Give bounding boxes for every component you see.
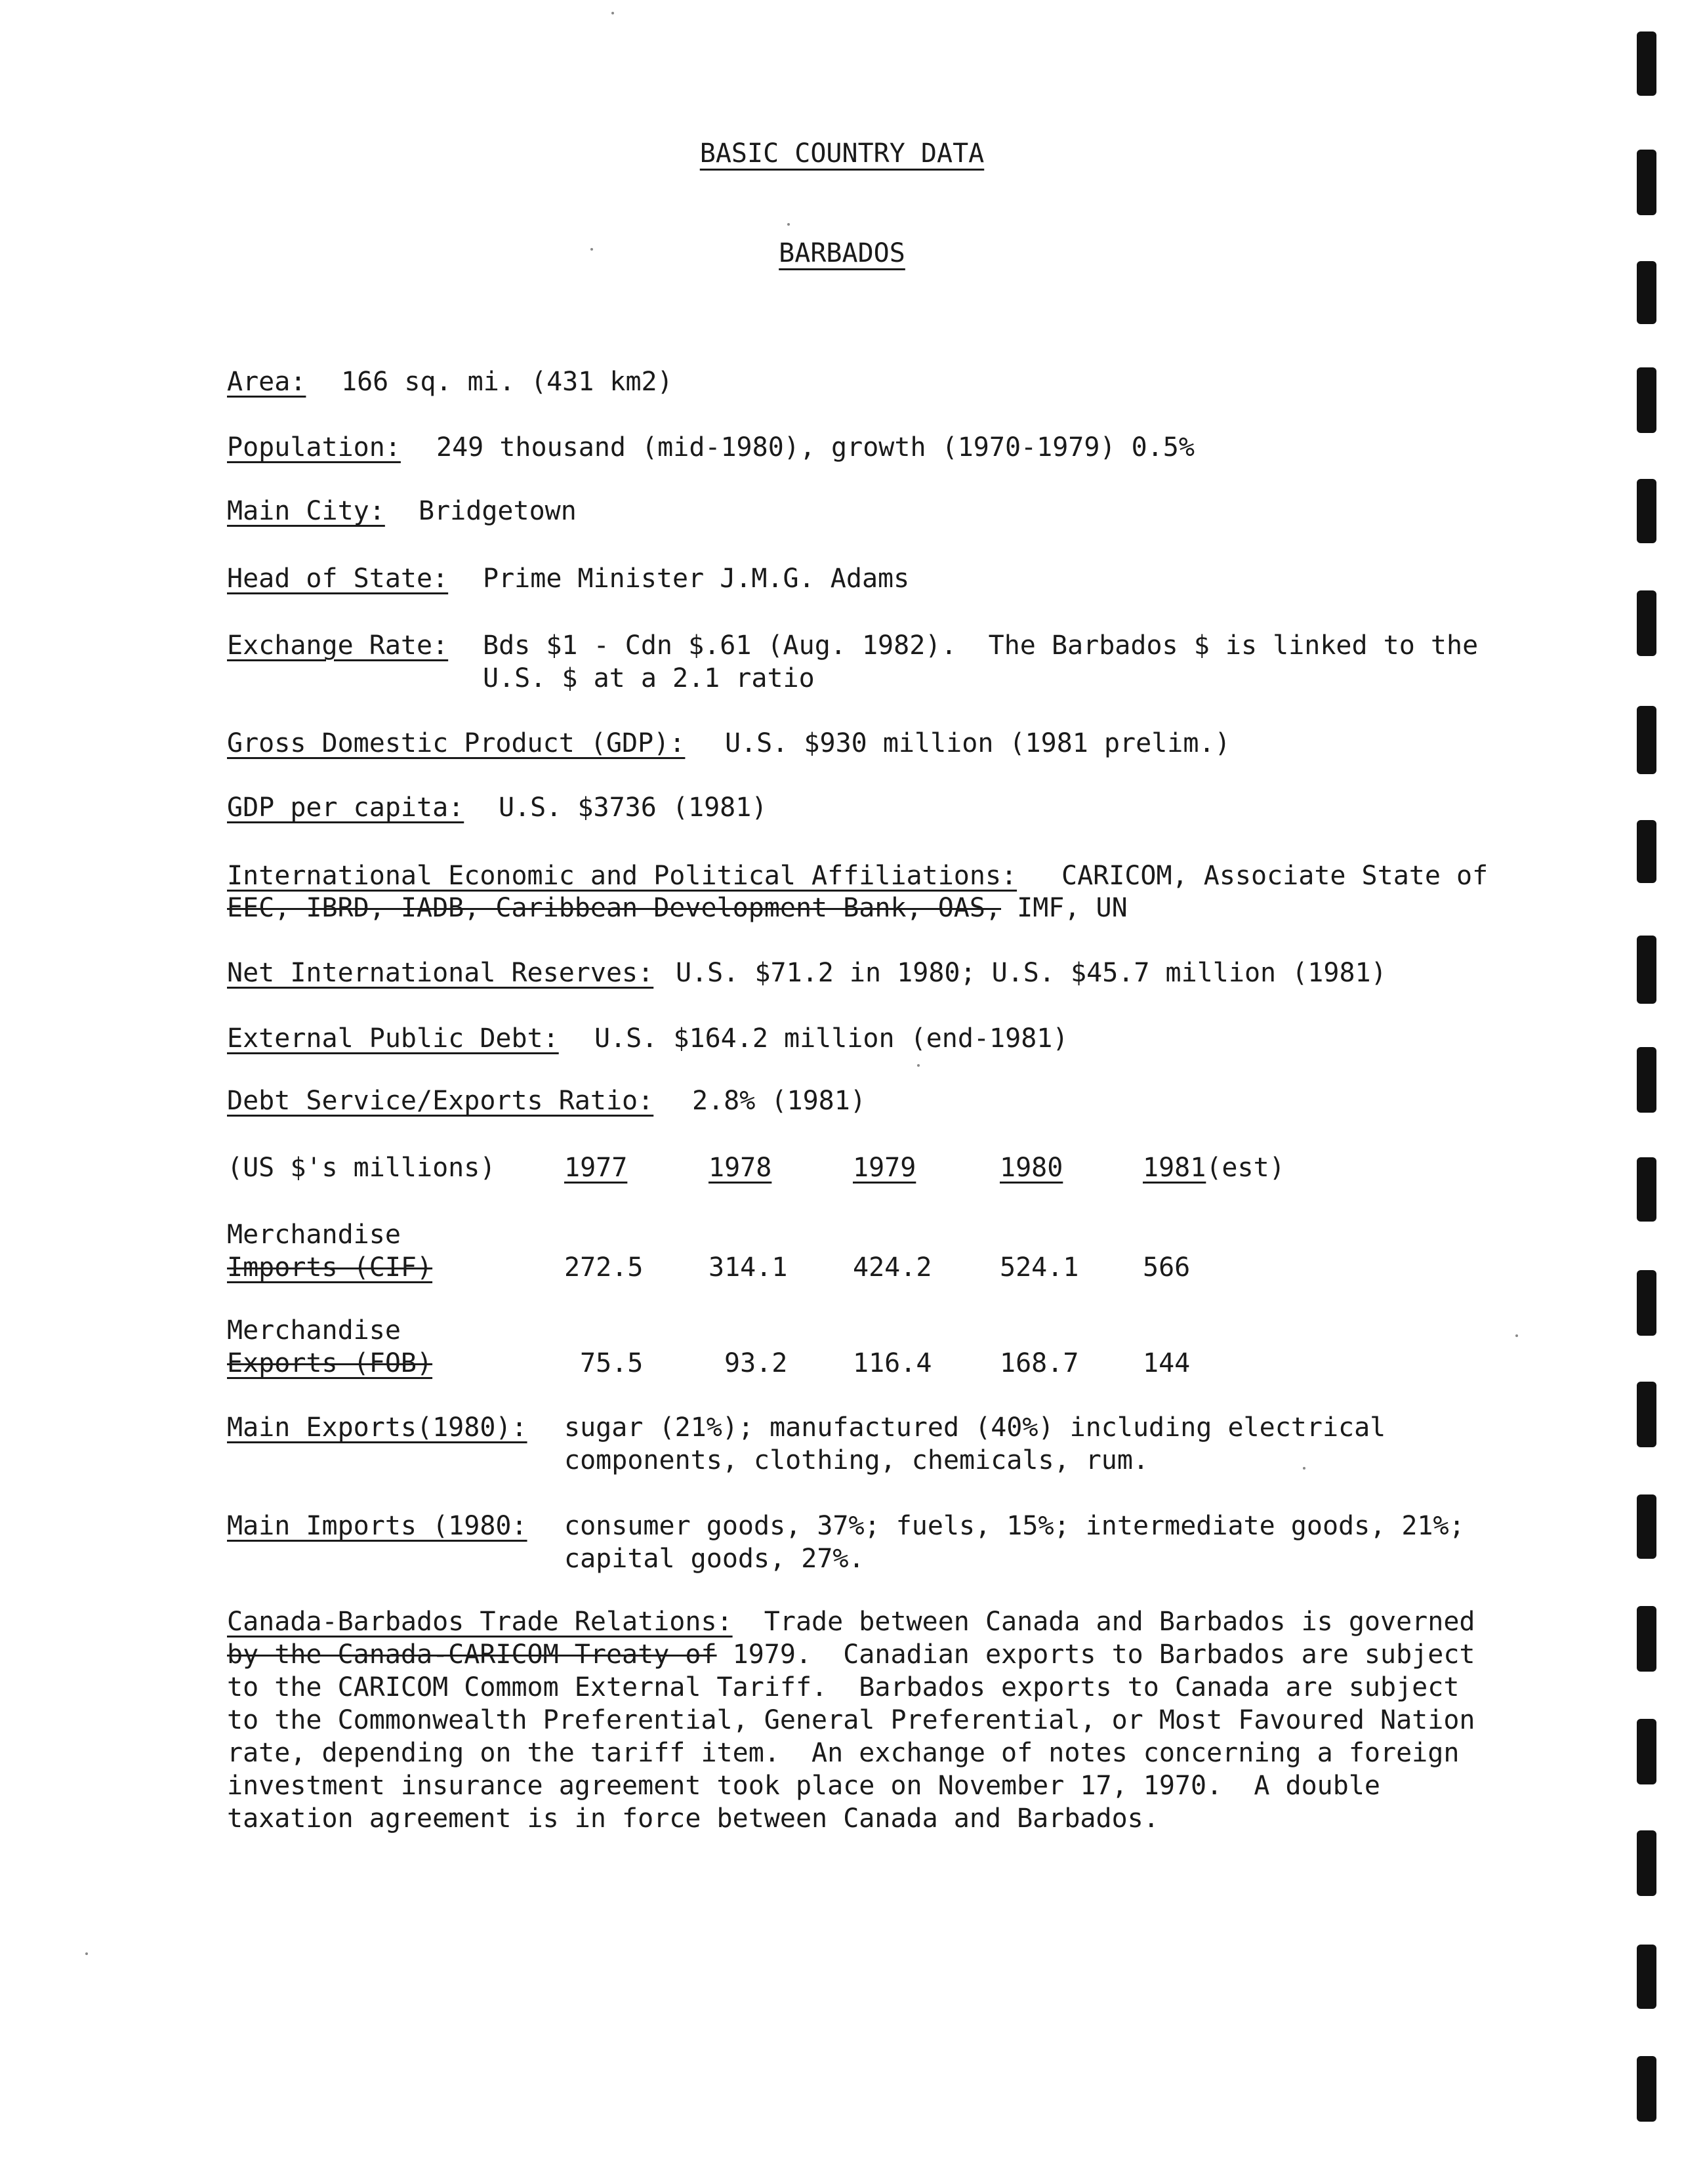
country-name: BARBADOS	[779, 238, 905, 268]
trade-relations-line1-text	[733, 1607, 764, 1637]
affiliations-rest-text: IMF, UN	[1001, 893, 1128, 923]
imports-1977: 272.5	[564, 1252, 644, 1283]
gdp-value: U.S. $930 million (1981 prelim.)	[725, 728, 1231, 758]
binder-mark	[1637, 1606, 1656, 1672]
main-imports-line2: capital goods, 27%.	[564, 1544, 865, 1574]
main-city-value: Bridgetown	[419, 496, 577, 526]
main-city-label: Main City:	[227, 496, 385, 526]
binder-mark	[1637, 1719, 1656, 1784]
binder-mark	[1637, 1157, 1656, 1222]
binder-mark	[1637, 479, 1656, 543]
affiliations-label: International Economic and Political Affiliations:	[227, 861, 1017, 891]
imports-1978: 314.1	[709, 1252, 788, 1283]
exports-1979: 116.4	[853, 1348, 932, 1378]
imports-1979: 424.2	[853, 1252, 932, 1283]
trade-relations-line5: rate, depending on the tariff item. An exchange of notes concerning a foreign	[227, 1738, 1460, 1768]
binder-mark	[1637, 1494, 1656, 1559]
scan-speck	[787, 223, 790, 226]
binder-mark	[1637, 31, 1656, 96]
table-unit-label: (US $'s millions)	[227, 1153, 496, 1183]
affiliations-line2	[227, 891, 1128, 925]
population-value: 249 thousand (mid-1980), growth (1970-1979) 0.5%	[436, 432, 1195, 463]
trade-relations-line6: investment insurance agreement took place on November 17, 1970. A double	[227, 1771, 1380, 1801]
reserves-label: Net International Reserves:	[227, 958, 654, 988]
imports-1980: 524.1	[1000, 1252, 1079, 1283]
head-of-state-label: Head of State:	[227, 564, 449, 594]
external-debt-value: U.S. $164.2 million (end-1981)	[594, 1023, 1069, 1054]
table-year-1977: 1977	[564, 1153, 628, 1183]
binder-mark	[1637, 150, 1656, 215]
binder-mark	[1637, 936, 1656, 1004]
exports-1981: 144	[1143, 1348, 1191, 1378]
main-imports-label: Main Imports (1980:	[227, 1511, 527, 1541]
scan-speck	[917, 1064, 920, 1067]
scan-speck	[611, 12, 614, 14]
debt-ratio-value: 2.8% (1981)	[692, 1086, 866, 1116]
binder-mark	[1637, 1270, 1656, 1336]
scan-speck	[590, 248, 593, 251]
main-exports-line1: sugar (21%); manufactured (40%) including electrical	[564, 1412, 1386, 1443]
scan-speck	[1515, 1334, 1518, 1337]
imports-row-label-line1: Merchandise	[227, 1220, 401, 1250]
exports-1978: 93.2	[724, 1348, 788, 1378]
table-year-1978: 1978	[709, 1153, 772, 1183]
main-exports-label: Main Exports(1980):	[227, 1412, 527, 1443]
scan-speck	[85, 1952, 88, 1955]
scan-speck	[1303, 1467, 1305, 1470]
imports-row-label-text: Imports (CIF)	[227, 1252, 433, 1283]
binder-mark	[1637, 820, 1656, 883]
gdp-per-capita-value: U.S. $3736 (1981)	[499, 793, 768, 823]
binder-mark	[1637, 1382, 1656, 1447]
population-label: Population:	[227, 432, 401, 463]
trade-relations-line7: taxation agreement is in force between Canada and Barbados.	[227, 1803, 1159, 1834]
head-of-state-value: Prime Minister J.M.G. Adams	[483, 564, 910, 594]
binder-mark	[1637, 261, 1656, 324]
main-imports-line1: consumer goods, 37%; fuels, 15%; intermediate goods, 21%;	[564, 1511, 1465, 1541]
affiliations-struck-text: EEC, IBRD, IADB, Caribbean Development Bank, OAS,	[227, 893, 1002, 923]
area-value: 166 sq. mi. (431 km2)	[341, 367, 673, 397]
table-year-1981	[1143, 1151, 1285, 1185]
exchange-rate-line2: U.S. $ at a 2.1 ratio	[483, 663, 815, 693]
trade-relations-label: Canada-Barbados Trade Relations:	[227, 1607, 733, 1637]
table-year-1980: 1980	[1000, 1153, 1063, 1183]
exports-1977: 75.5	[580, 1348, 644, 1378]
trade-relations-line3: to the CARICOM Commom External Tariff. Barbados exports to Canada are subject	[227, 1672, 1460, 1702]
exports-row-label-line2	[227, 1346, 432, 1380]
gdp-label: Gross Domestic Product (GDP):	[227, 728, 686, 758]
exchange-rate-label: Exchange Rate:	[227, 630, 449, 661]
binder-mark	[1637, 590, 1656, 656]
binder-mark	[1637, 1830, 1656, 1896]
table-year-1979: 1979	[853, 1153, 916, 1183]
trade-relations-struck-text: by the Canada-CARICOM Treaty of	[227, 1639, 717, 1670]
exports-row-label-line1: Merchandise	[227, 1315, 401, 1346]
document-title: BASIC COUNTRY DATA	[699, 138, 985, 169]
affiliations-line1: CARICOM, Associate State of	[1061, 861, 1489, 891]
trade-relations-line2	[227, 1638, 1475, 1672]
trade-relations-line1	[227, 1605, 1475, 1639]
reserves-value: U.S. $71.2 in 1980; U.S. $45.7 million (1981)	[676, 958, 1387, 988]
imports-row-label-line2	[227, 1250, 432, 1285]
binder-mark	[1637, 1945, 1656, 2009]
binder-mark	[1637, 706, 1656, 774]
exports-row-label-text: Exports (FOB)	[227, 1348, 433, 1378]
external-debt-label: External Public Debt:	[227, 1023, 559, 1054]
trade-relations-line1-rest: Trade between Canada and Barbados is governed	[764, 1607, 1475, 1637]
binder-mark	[1637, 2056, 1656, 2122]
main-exports-line2: components, clothing, chemicals, rum.	[564, 1445, 1149, 1475]
table-year-1981-suffix: (est)	[1206, 1153, 1285, 1183]
debt-ratio-label: Debt Service/Exports Ratio:	[227, 1086, 654, 1116]
binder-mark	[1637, 367, 1656, 433]
imports-1981: 566	[1143, 1252, 1191, 1283]
trade-relations-line4: to the Commonwealth Preferential, General Preferential, or Most Favoured Nation	[227, 1705, 1475, 1735]
exchange-rate-line1: Bds $1 - Cdn $.61 (Aug. 1982). The Barbados $ is linked to the	[483, 630, 1479, 661]
exports-1980: 168.7	[1000, 1348, 1079, 1378]
table-year-1981-number: 1981	[1143, 1153, 1206, 1183]
binder-mark	[1637, 1047, 1656, 1113]
gdp-per-capita-label: GDP per capita:	[227, 793, 464, 823]
trade-relations-line2-rest: 1979. Canadian exports to Barbados are subject	[716, 1639, 1475, 1670]
area-label: Area:	[227, 367, 306, 397]
